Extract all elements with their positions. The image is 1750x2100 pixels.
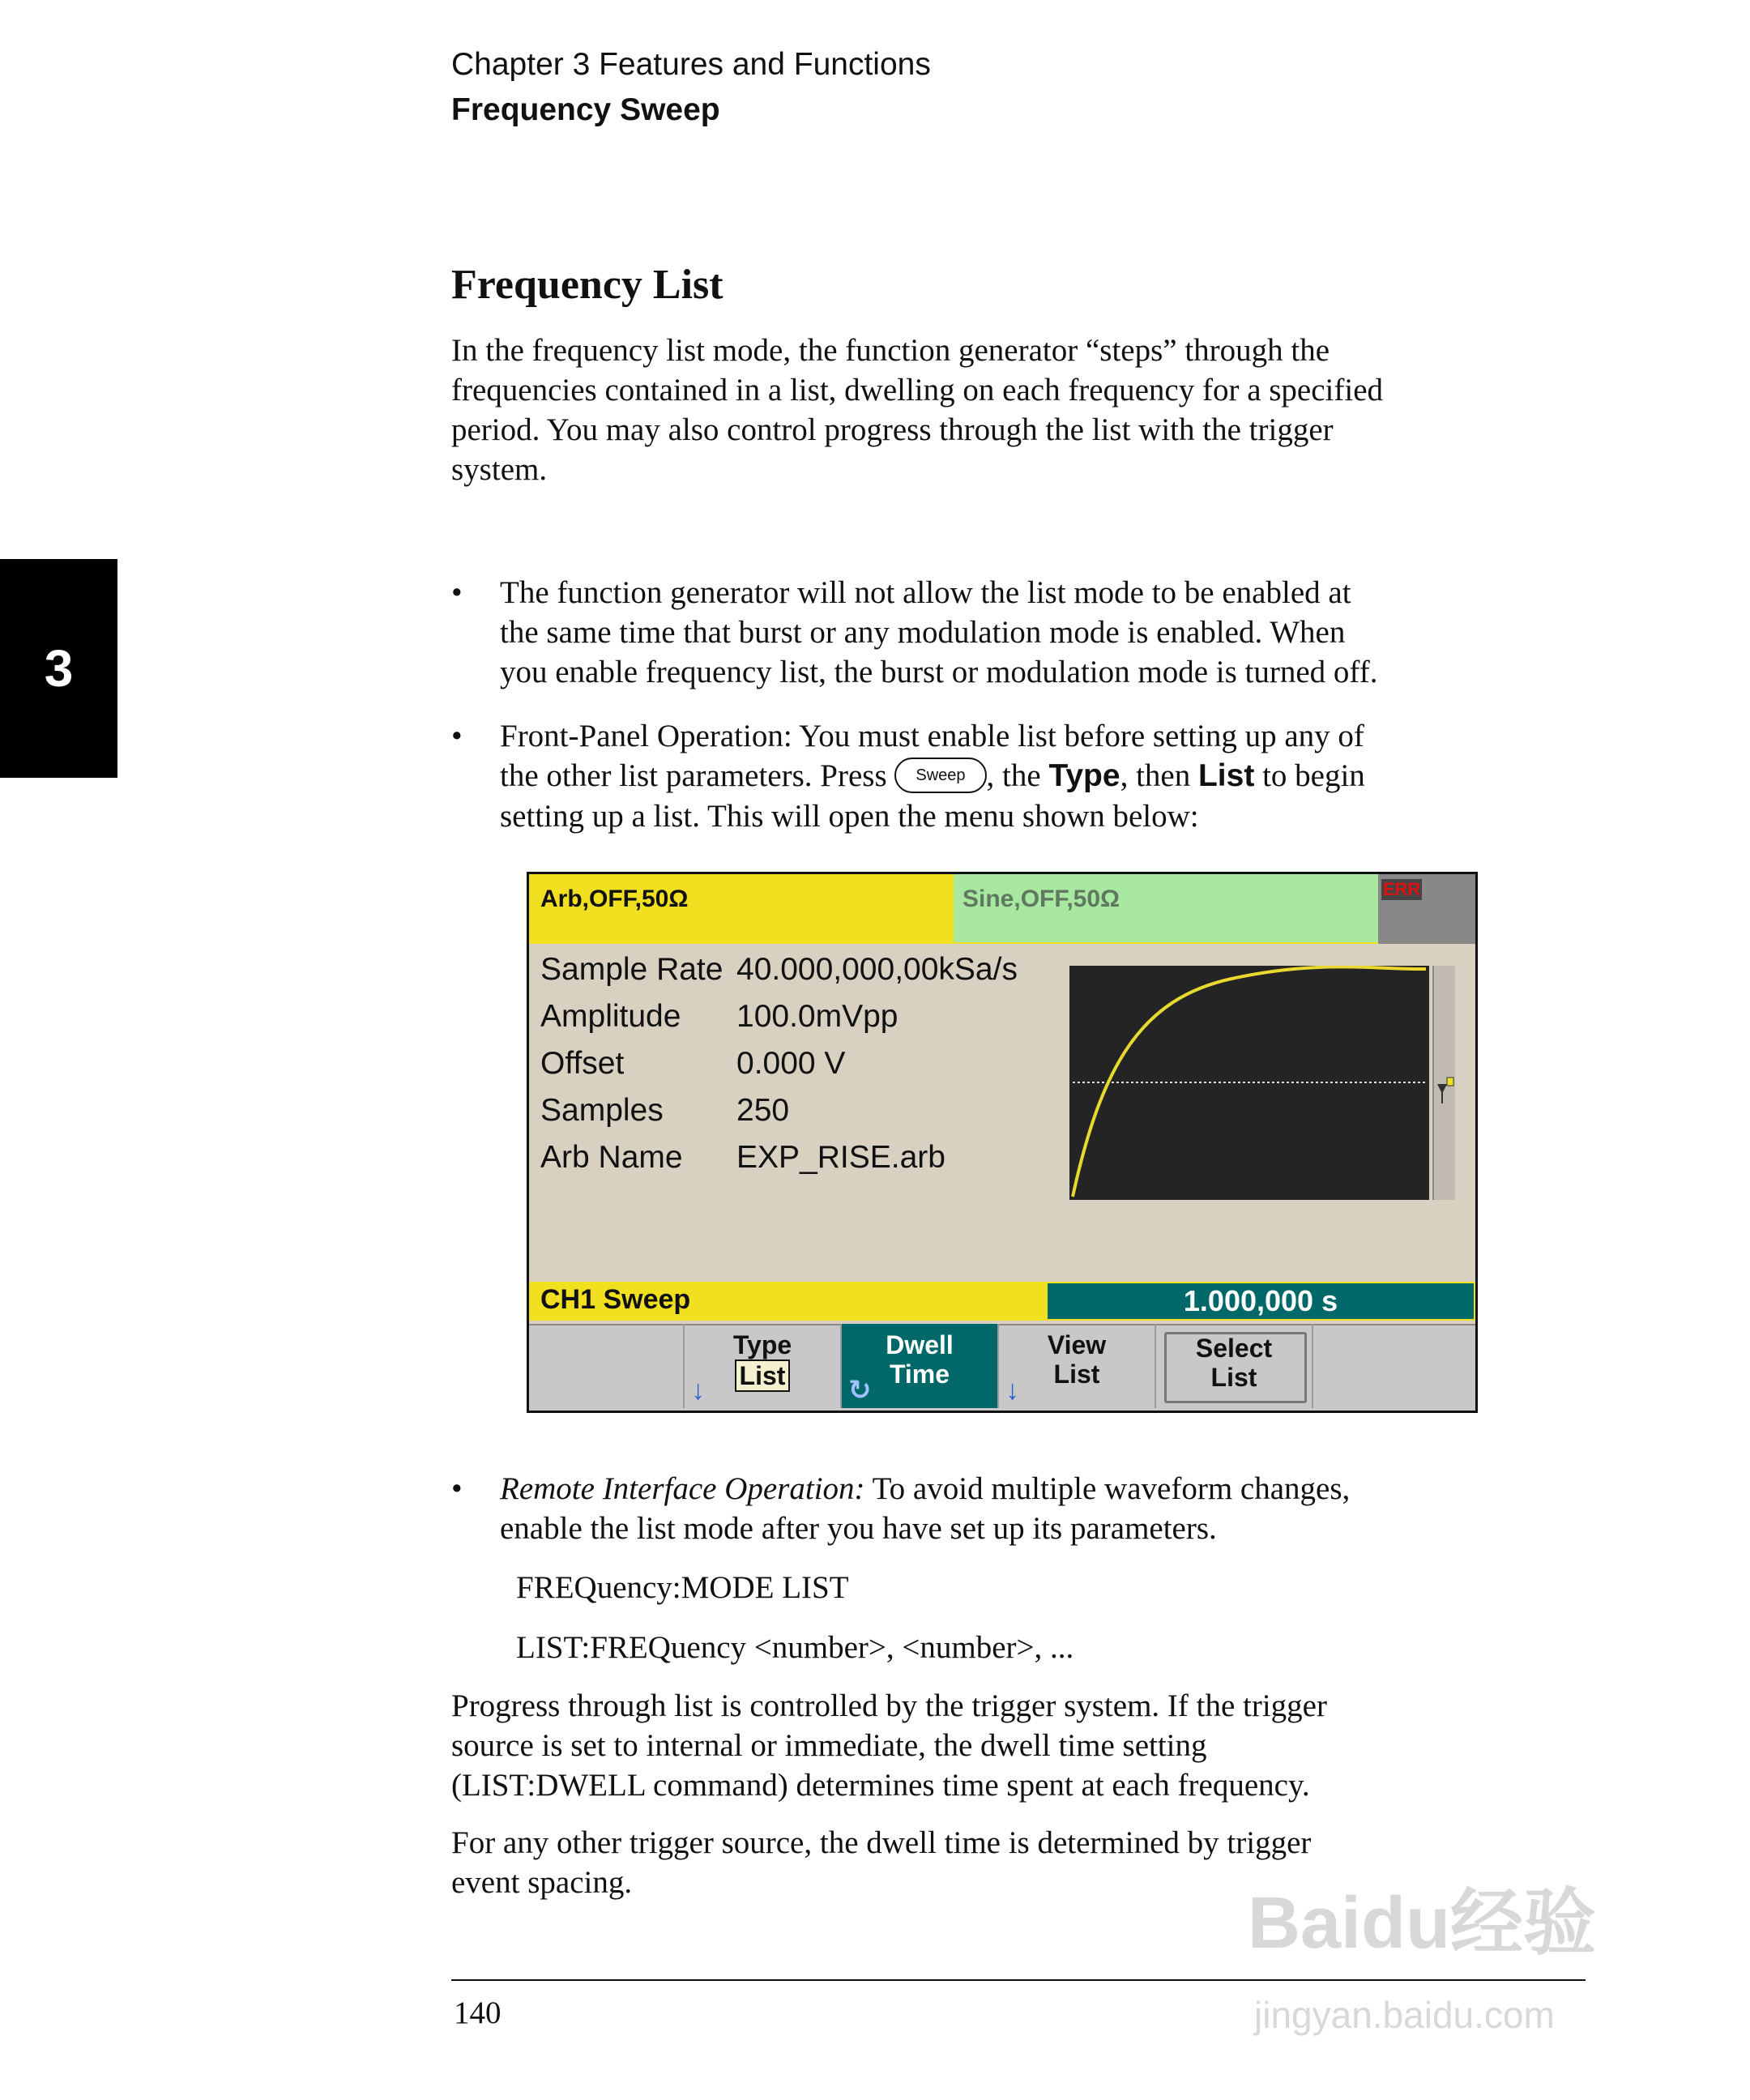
- param-value: 40.000,000,00kSa/s: [736, 952, 1018, 987]
- scpi-command: LIST:FREQuency <number>, <number>, ...: [516, 1630, 1074, 1665]
- section-header: Frequency Sweep: [451, 92, 720, 127]
- bullet-dot: •: [451, 719, 463, 753]
- other-trigger-paragraph: For any other trigger source, the dwell time is determined by trigger event spacing.: [451, 1825, 1312, 1900]
- scpi-command: FREQuency:MODE LIST: [516, 1570, 849, 1605]
- softkey-empty: [1312, 1324, 1477, 1408]
- param-label: Offset: [540, 1046, 625, 1081]
- bullet-front-panel: [451, 716, 1586, 836]
- bullet-line: Remote Interface Operation: To avoid multiple waveform changes,: [500, 1471, 1351, 1506]
- bullet-line: Front-Panel Operation: You must enable list before setting up any of: [500, 719, 1364, 753]
- chapter-tab: 3: [0, 559, 117, 778]
- page-title: Frequency List: [451, 262, 723, 308]
- bullet-line: the same time that burst or any modulation mode is enabled. When: [500, 615, 1346, 650]
- waveform-preview: [1069, 966, 1429, 1200]
- intro-paragraph: [451, 331, 1569, 489]
- footer-rule: [451, 1979, 1586, 1981]
- down-arrow-icon: ↓: [691, 1375, 705, 1406]
- offset-slider[interactable]: [1432, 966, 1455, 1200]
- type-word: Type: [1048, 758, 1120, 793]
- ch2-tab-label: Sine,OFF,50Ω: [962, 886, 1120, 912]
- bullet-line: setting up a list. This will open the menu shown below:: [500, 799, 1199, 834]
- param-value: 100.0mVpp: [736, 999, 898, 1034]
- bullet-line: enable the list mode after you have set up its parameters.: [500, 1511, 1217, 1546]
- waveform-plot: [1069, 966, 1429, 1200]
- dwell-time-value[interactable]: 1.000,000 s: [1048, 1283, 1474, 1319]
- error-indicator: ERR: [1383, 879, 1421, 899]
- watermark-logo: Baidu经验: [1248, 1883, 1597, 1964]
- param-label: Amplitude: [540, 999, 681, 1034]
- ch1-tab-label: Arb,OFF,50Ω: [540, 886, 689, 912]
- bullet-dot: •: [451, 1471, 463, 1506]
- softkey-dwell-time[interactable]: Dwell Time ↻: [840, 1324, 997, 1408]
- softkey-type-value: List: [735, 1359, 791, 1392]
- param-label: Samples: [540, 1093, 664, 1128]
- watermark-url: jingyan.baidu.com: [1254, 1994, 1555, 2036]
- softkey-type[interactable]: Type List ↓: [683, 1324, 840, 1408]
- intro-line: In the frequency list mode, the function generator “steps” through the: [451, 333, 1330, 368]
- bullet-dot: •: [451, 575, 463, 610]
- knob-icon: ↻: [848, 1375, 872, 1406]
- bullet-remote-interface: [451, 1469, 1586, 1548]
- instrument-screen: [527, 872, 1478, 1413]
- page-number: 140: [454, 1995, 502, 2030]
- intro-line: system.: [451, 452, 548, 487]
- param-value: 0.000 V: [736, 1046, 846, 1081]
- button-frame: [1164, 1332, 1307, 1403]
- param-value: EXP_RISE.arb: [736, 1140, 945, 1175]
- sweep-key-icon: Sweep: [894, 758, 986, 793]
- param-value: 250: [736, 1093, 790, 1128]
- softkey-select-list[interactable]: Select List: [1155, 1324, 1312, 1408]
- bullet-line-with-key: the other list parameters. Press Sweep , the Type, then List to begin: [500, 758, 1365, 793]
- bullet-line: The function generator will not allow the list mode to be enabled at: [500, 575, 1351, 610]
- param-label: Sample Rate: [540, 952, 723, 987]
- softkey-view-list[interactable]: View List ↓: [997, 1324, 1155, 1408]
- softkey-empty: [529, 1324, 683, 1408]
- bullet-list-mode-conflict: [451, 573, 1586, 692]
- chapter-header: Chapter 3 Features and Functions: [451, 47, 931, 82]
- list-word: List: [1197, 758, 1255, 793]
- down-arrow-icon: ↓: [1005, 1375, 1019, 1406]
- bullet-line: you enable frequency list, the burst or modulation mode is turned off.: [500, 655, 1378, 689]
- trigger-paragraph: Progress through list is controlled by the trigger system. If the trigger source is set to internal or immediate, the dwell time setting (LIST:DWELL command) determines time spent at each frequency.: [451, 1688, 1327, 1803]
- status-label: CH1 Sweep: [540, 1284, 691, 1315]
- offset-marker-icon: [1434, 966, 1455, 1200]
- intro-line: frequencies contained in a list, dwelling on each frequency for a specified: [451, 373, 1384, 408]
- intro-line: period. You may also control progress through the list with the trigger: [451, 412, 1334, 447]
- param-label: Arb Name: [540, 1140, 683, 1175]
